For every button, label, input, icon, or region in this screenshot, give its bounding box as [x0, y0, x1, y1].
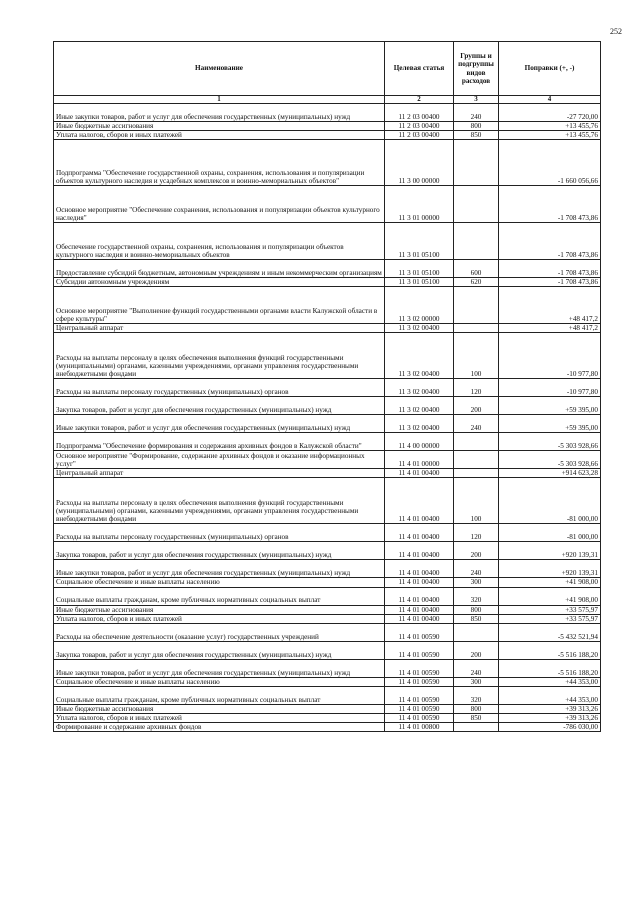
table-row — [54, 560, 601, 578]
table-row — [54, 641, 601, 659]
row-target-article: 11 4 01 00400 — [385, 478, 454, 524]
row-target-article: 11 2 03 00400 — [385, 131, 454, 140]
row-name: Уплата налогов, сборов и иных платежей — [54, 713, 385, 722]
row-target-article: 11 2 03 00400 — [385, 122, 454, 131]
table-row — [54, 278, 601, 287]
row-name: Социальные выплаты гражданам, кроме публичных нормативных социальных выплат — [54, 686, 385, 704]
row-target-article: 11 4 01 00400 — [385, 542, 454, 560]
row-target-article: 11 3 01 05100 — [385, 223, 454, 260]
table-row — [54, 542, 601, 560]
budget-amendments-table — [53, 41, 601, 732]
row-target-article: 11 3 01 05100 — [385, 260, 454, 278]
row-expense-group: 800 — [454, 704, 499, 713]
row-name: Иные закупки товаров, работ и услуг для обеспечения государственных (муниципальных) нужд — [54, 659, 385, 677]
row-name: Расходы на выплаты персоналу в целях обеспечения выполнения функций государственными (муниципальными) органами, казенными учреждениями, органами управления государственными внебюджетными фондами — [54, 478, 385, 524]
table-row — [54, 140, 601, 186]
header-expense-groups: Группы и подгруппы видов расходов — [454, 42, 499, 96]
row-expense-group: 850 — [454, 713, 499, 722]
row-target-article: 11 3 02 00400 — [385, 324, 454, 333]
table-row — [54, 524, 601, 542]
row-expense-group: 800 — [454, 122, 499, 131]
row-amendment-amount: -1 660 056,66 — [499, 140, 601, 186]
row-amendment-amount: +39 313,26 — [499, 713, 601, 722]
row-amendment-amount: -81 000,00 — [499, 478, 601, 524]
row-name: Расходы на выплаты персоналу в целях обеспечения выполнения функций государственными (муниципальными) органами, казенными учреждениями, органами управления государственными внебюджетными фондами — [54, 333, 385, 379]
row-expense-group: 240 — [454, 104, 499, 122]
row-name: Социальное обеспечение и иные выплаты населению — [54, 578, 385, 587]
row-name: Социальные выплаты гражданам, кроме публичных нормативных социальных выплат — [54, 587, 385, 605]
row-expense-group: 240 — [454, 659, 499, 677]
table-header — [54, 42, 601, 104]
column-number-1: 1 — [54, 96, 385, 104]
row-amendment-amount: +44 353,00 — [499, 686, 601, 704]
row-target-article: 11 3 01 00000 — [385, 186, 454, 223]
row-target-article: 11 4 01 00590 — [385, 686, 454, 704]
row-amendment-amount: +59 395,00 — [499, 415, 601, 433]
row-expense-group: 300 — [454, 677, 499, 686]
table-body — [54, 104, 601, 732]
row-target-article: 11 4 01 00800 — [385, 723, 454, 732]
row-target-article: 11 4 01 00000 — [385, 451, 454, 469]
row-amendment-amount: +33 575,97 — [499, 614, 601, 623]
row-expense-group — [454, 723, 499, 732]
row-expense-group: 620 — [454, 278, 499, 287]
row-target-article: 11 4 01 00590 — [385, 704, 454, 713]
row-expense-group: 800 — [454, 605, 499, 614]
row-expense-group: 240 — [454, 560, 499, 578]
row-name: Основное мероприятие "Формирование, содержание архивных фондов и оказание информационных услуг" — [54, 451, 385, 469]
row-amendment-amount: -5 516 188,20 — [499, 641, 601, 659]
table-row — [54, 713, 601, 722]
row-amendment-amount: +59 395,00 — [499, 397, 601, 415]
row-amendment-amount: +39 313,26 — [499, 704, 601, 713]
table-row — [54, 223, 601, 260]
row-target-article: 11 3 02 00400 — [385, 415, 454, 433]
table-row — [54, 686, 601, 704]
table-row — [54, 704, 601, 713]
row-name: Подпрограмма "Обеспечение формирования и содержания архивных фондов в Калужской области" — [54, 433, 385, 451]
row-name: Иные бюджетные ассигнования — [54, 704, 385, 713]
row-name: Иные закупки товаров, работ и услуг для обеспечения государственных (муниципальных) нужд — [54, 415, 385, 433]
row-target-article: 11 4 01 00400 — [385, 560, 454, 578]
table-row — [54, 186, 601, 223]
table-row — [54, 287, 601, 324]
row-expense-group: 120 — [454, 379, 499, 397]
table-row — [54, 131, 601, 140]
row-amendment-amount: -10 977,80 — [499, 333, 601, 379]
row-amendment-amount: -1 708 473,86 — [499, 223, 601, 260]
row-expense-group: 850 — [454, 614, 499, 623]
table-row — [54, 623, 601, 641]
row-name: Закупка товаров, работ и услуг для обеспечения государственных (муниципальных) нужд — [54, 542, 385, 560]
row-name: Иные закупки товаров, работ и услуг для обеспечения государственных (муниципальных) нужд — [54, 560, 385, 578]
row-expense-group — [454, 287, 499, 324]
header-amendments: Поправки (+, -) — [499, 42, 601, 96]
row-name: Расходы на выплаты персоналу государственных (муниципальных) органов — [54, 379, 385, 397]
header-row — [54, 42, 601, 96]
row-amendment-amount: +44 353,00 — [499, 677, 601, 686]
table-row — [54, 433, 601, 451]
row-target-article: 11 4 01 00400 — [385, 469, 454, 478]
row-target-article: 11 4 01 00400 — [385, 587, 454, 605]
row-expense-group: 200 — [454, 542, 499, 560]
table-row — [54, 333, 601, 379]
column-number-row — [54, 96, 601, 104]
row-expense-group — [454, 469, 499, 478]
table-row — [54, 397, 601, 415]
row-name: Субсидии автономным учреждениям — [54, 278, 385, 287]
table-row — [54, 451, 601, 469]
row-expense-group — [454, 223, 499, 260]
row-expense-group — [454, 140, 499, 186]
row-amendment-amount: +13 455,76 — [499, 122, 601, 131]
header-target-article: Целевая статья — [385, 42, 454, 96]
row-name: Основное мероприятие "Обеспечение сохранения, использования и популяризации объектов культурного наследия" — [54, 186, 385, 223]
row-target-article: 11 3 02 00400 — [385, 379, 454, 397]
row-target-article: 11 4 01 00590 — [385, 641, 454, 659]
row-amendment-amount: +33 575,97 — [499, 605, 601, 614]
row-expense-group: 200 — [454, 641, 499, 659]
row-expense-group: 300 — [454, 578, 499, 587]
row-amendment-amount: +41 908,00 — [499, 578, 601, 587]
row-amendment-amount: -81 000,00 — [499, 524, 601, 542]
table-row — [54, 122, 601, 131]
row-name: Основное мероприятие "Выполнение функций государственными органами власти Калужской области в сфере культуры" — [54, 287, 385, 324]
row-name: Иные закупки товаров, работ и услуг для обеспечения государственных (муниципальных) нужд — [54, 104, 385, 122]
table-row — [54, 104, 601, 122]
row-expense-group: 850 — [454, 131, 499, 140]
table-row — [54, 605, 601, 614]
row-expense-group — [454, 623, 499, 641]
row-expense-group — [454, 324, 499, 333]
table-row — [54, 614, 601, 623]
row-amendment-amount: -1 708 473,86 — [499, 186, 601, 223]
column-number-2: 2 — [385, 96, 454, 104]
row-expense-group: 240 — [454, 415, 499, 433]
row-target-article: 11 3 02 00400 — [385, 333, 454, 379]
table-row — [54, 659, 601, 677]
row-name: Подпрограмма "Обеспечение государственной охраны, сохранения, использования и популяризации объектов культурного наследия и усадебных комплексов и воинно-мемориальных объектов" — [54, 140, 385, 186]
table-row — [54, 260, 601, 278]
row-target-article: 11 4 01 00400 — [385, 524, 454, 542]
row-target-article: 11 3 02 00400 — [385, 397, 454, 415]
row-expense-group: 120 — [454, 524, 499, 542]
row-expense-group — [454, 186, 499, 223]
row-amendment-amount: +914 623,28 — [499, 469, 601, 478]
row-amendment-amount: -786 030,00 — [499, 723, 601, 732]
row-name: Формирование и содержание архивных фондов — [54, 723, 385, 732]
row-amendment-amount: -1 708 473,86 — [499, 278, 601, 287]
table-row — [54, 379, 601, 397]
table-row — [54, 324, 601, 333]
row-amendment-amount: +41 908,00 — [499, 587, 601, 605]
row-expense-group — [454, 433, 499, 451]
row-expense-group: 320 — [454, 686, 499, 704]
row-target-article: 11 3 02 00000 — [385, 287, 454, 324]
row-name: Уплата налогов, сборов и иных платежей — [54, 614, 385, 623]
row-name: Центральный аппарат — [54, 324, 385, 333]
table-row — [54, 415, 601, 433]
table-row — [54, 723, 601, 732]
row-name: Иные бюджетные ассигнования — [54, 605, 385, 614]
row-expense-group: 100 — [454, 333, 499, 379]
row-target-article: 11 4 01 00590 — [385, 677, 454, 686]
table-row — [54, 587, 601, 605]
row-amendment-amount: -5 516 188,20 — [499, 659, 601, 677]
row-amendment-amount: -27 720,00 — [499, 104, 601, 122]
row-target-article: 11 3 00 00000 — [385, 140, 454, 186]
row-target-article: 11 4 01 00400 — [385, 578, 454, 587]
row-expense-group — [454, 451, 499, 469]
row-name: Предоставление субсидий бюджетным, автономным учреждениям и иным некоммерческим организациям — [54, 260, 385, 278]
row-amendment-amount: -5 303 928,66 — [499, 433, 601, 451]
row-amendment-amount: -10 977,80 — [499, 379, 601, 397]
row-target-article: 11 4 01 00590 — [385, 713, 454, 722]
row-name: Уплата налогов, сборов и иных платежей — [54, 131, 385, 140]
row-target-article: 11 3 01 05100 — [385, 278, 454, 287]
column-number-4: 4 — [499, 96, 601, 104]
row-name: Закупка товаров, работ и услуг для обеспечения государственных (муниципальных) нужд — [54, 397, 385, 415]
column-number-3: 3 — [454, 96, 499, 104]
row-amendment-amount: -1 708 473,86 — [499, 260, 601, 278]
row-name: Социальное обеспечение и иные выплаты населению — [54, 677, 385, 686]
row-amendment-amount: +920 139,31 — [499, 560, 601, 578]
row-expense-group: 100 — [454, 478, 499, 524]
row-name: Расходы на выплаты персоналу государственных (муниципальных) органов — [54, 524, 385, 542]
row-name: Центральный аппарат — [54, 469, 385, 478]
row-amendment-amount: -5 303 928,66 — [499, 451, 601, 469]
row-amendment-amount: +48 417,2 — [499, 324, 601, 333]
row-name: Иные бюджетные ассигнования — [54, 122, 385, 131]
row-name: Расходы на обеспечение деятельности (оказание услуг) государственных учреждений — [54, 623, 385, 641]
row-name: Обеспечение государственной охраны, сохранения, использования и популяризации объектов культурного наследия и воинно-мемориальных объектов — [54, 223, 385, 260]
row-target-article: 11 4 01 00590 — [385, 659, 454, 677]
page-number: 252 — [610, 27, 622, 36]
row-expense-group: 200 — [454, 397, 499, 415]
row-expense-group: 320 — [454, 587, 499, 605]
row-expense-group: 600 — [454, 260, 499, 278]
row-target-article: 11 4 01 00590 — [385, 623, 454, 641]
row-target-article: 11 4 00 00000 — [385, 433, 454, 451]
table-row — [54, 578, 601, 587]
row-target-article: 11 2 03 00400 — [385, 104, 454, 122]
table-row — [54, 469, 601, 478]
row-amendment-amount: -5 432 521,94 — [499, 623, 601, 641]
row-target-article: 11 4 01 00400 — [385, 605, 454, 614]
row-amendment-amount: +920 139,31 — [499, 542, 601, 560]
row-target-article: 11 4 01 00400 — [385, 614, 454, 623]
header-name: Наименование — [54, 42, 385, 96]
row-name: Закупка товаров, работ и услуг для обеспечения государственных (муниципальных) нужд — [54, 641, 385, 659]
table-row — [54, 677, 601, 686]
row-amendment-amount: +13 455,76 — [499, 131, 601, 140]
table-row — [54, 478, 601, 524]
row-amendment-amount: +48 417,2 — [499, 287, 601, 324]
